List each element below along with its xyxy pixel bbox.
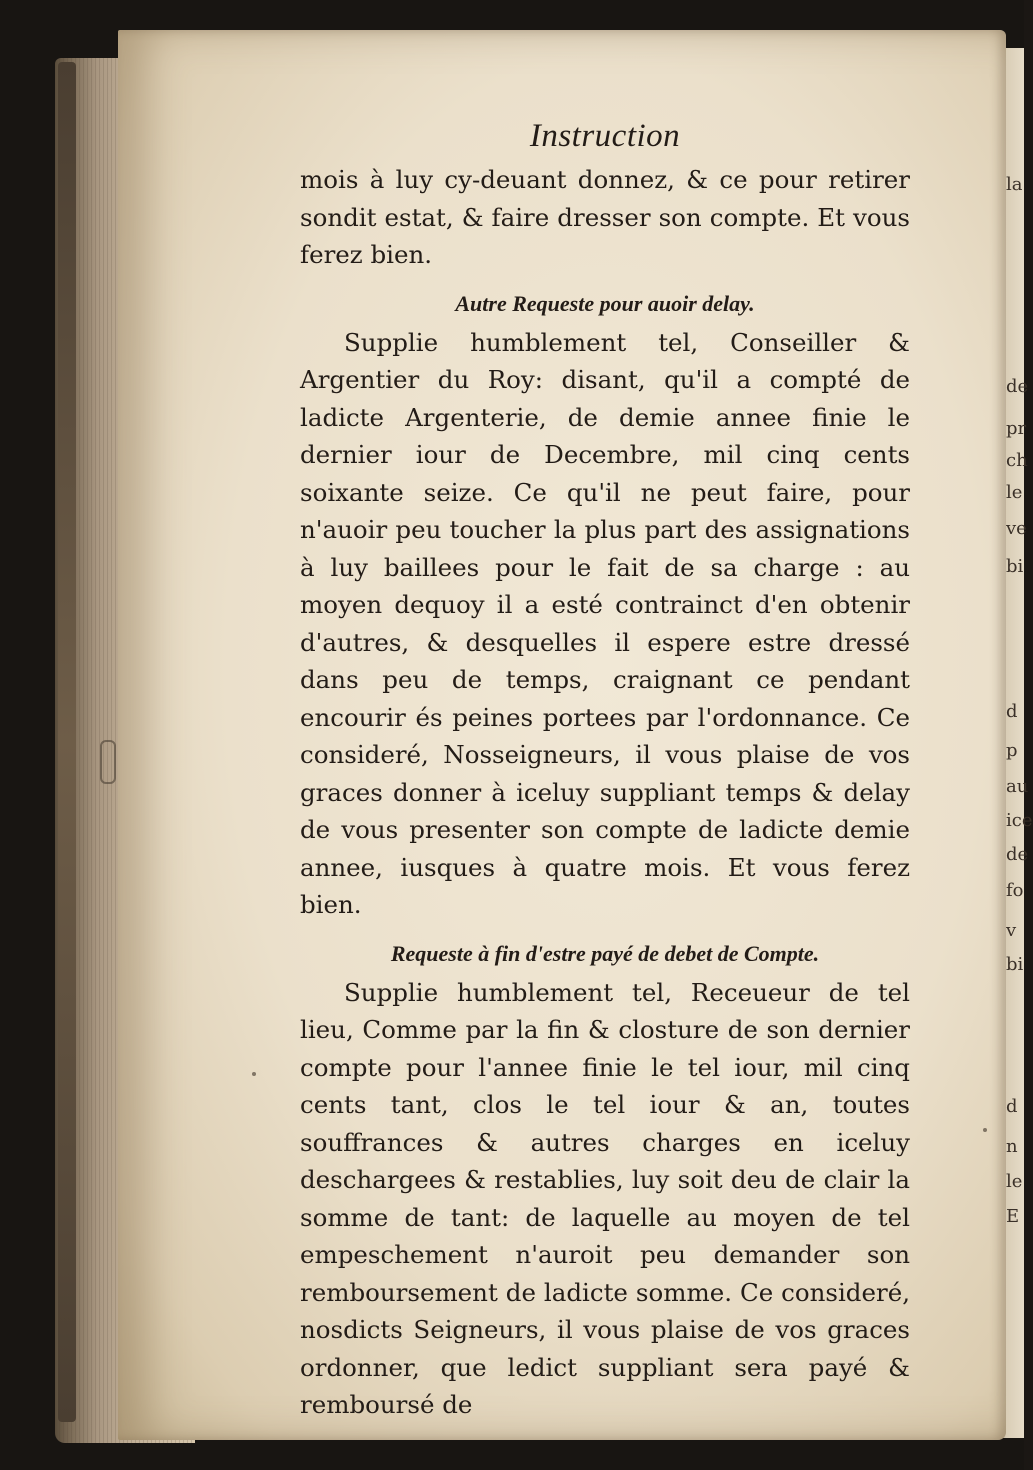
facing-fragment: d [1006, 1096, 1018, 1117]
facing-fragment: bi [1006, 556, 1024, 577]
section-heading: Requeste à fin d'estre payé de debet de Compte. [390, 940, 820, 966]
ink-speck [983, 1128, 987, 1132]
facing-fragment: de [1006, 844, 1029, 865]
opening-paragraph: mois à luy cy-deuant donnez, & ce pour retirer sondit estat, & faire dresser son compte. Et vous ferez bien. [300, 165, 910, 269]
facing-fragment: E [1006, 1206, 1020, 1227]
facing-fragment: ch [1006, 450, 1028, 471]
section-heading: Autre Requeste pour auoir delay. [455, 290, 755, 316]
facing-fragment: v [1006, 920, 1017, 941]
running-head: Instruction [529, 118, 681, 154]
book-binding [58, 62, 76, 1422]
facing-fragment: le [1006, 1171, 1023, 1192]
facing-fragment: bi [1006, 954, 1024, 975]
facing-fragment: p [1006, 740, 1018, 761]
section-text: Supplie humblement tel, Receueur de tel lieu, Comme par la fin & closture de son dernier compte pour l'annee finie le tel iour, mil cinq cents tant, clos le tel iour & an, toutes souffrances & autres charges en iceluy deschargees & restablies, luy soit deu de clair la somme de tant: de laquelle au moyen de tel empeschement n'auroit peu demander son remboursement de ladicte somme. Ce consideré, nosdicts Seigneurs, il vous plaise de vos graces ordonner, que ledict suppliant sera payé & remboursé de [300, 977, 910, 1419]
facing-fragment: ve [1006, 518, 1027, 539]
section-text: Supplie humblement tel, Conseiller & Argentier du Roy: disant, qu'il a compté de ladicte Argenterie, de demie annee finie le dernier iour de Decembre, mil cinq cents soixante seize. Ce qu'il ne peut faire, pour n'auoir peu toucher la plus part des assignations à luy baillees pour le fait de sa charge : au moyen dequoy il a esté contrainct d'en obtenir d'autres, & desquelles il espere estre dressé dans peu de temps, craignant ce pendant encourir és peines portees par l'ordonnance. Ce consideré, Nosseigneurs, il vous plaise de vos graces donner à iceluy suppliant temps & delay de vous presenter son compte de ladicte demie annee, iusques à quatre mois. Et vous ferez bien. [300, 327, 910, 919]
facing-fragment: de [1006, 376, 1029, 397]
page-text [300, 118, 910, 1424]
facing-fragment: fo [1006, 880, 1024, 901]
facing-fragment: d [1006, 701, 1018, 722]
facing-fragment: la [1006, 174, 1023, 195]
facing-fragment: ice [1006, 810, 1033, 831]
margin-stain [100, 740, 116, 784]
section-paragraph [300, 974, 910, 1424]
facing-fragment: n [1006, 1136, 1018, 1157]
facing-fragment: le [1006, 482, 1023, 503]
section-paragraph [300, 324, 910, 924]
ink-speck [252, 1072, 256, 1076]
facing-fragment: pr [1006, 418, 1027, 439]
facing-fragment: au [1006, 776, 1029, 797]
